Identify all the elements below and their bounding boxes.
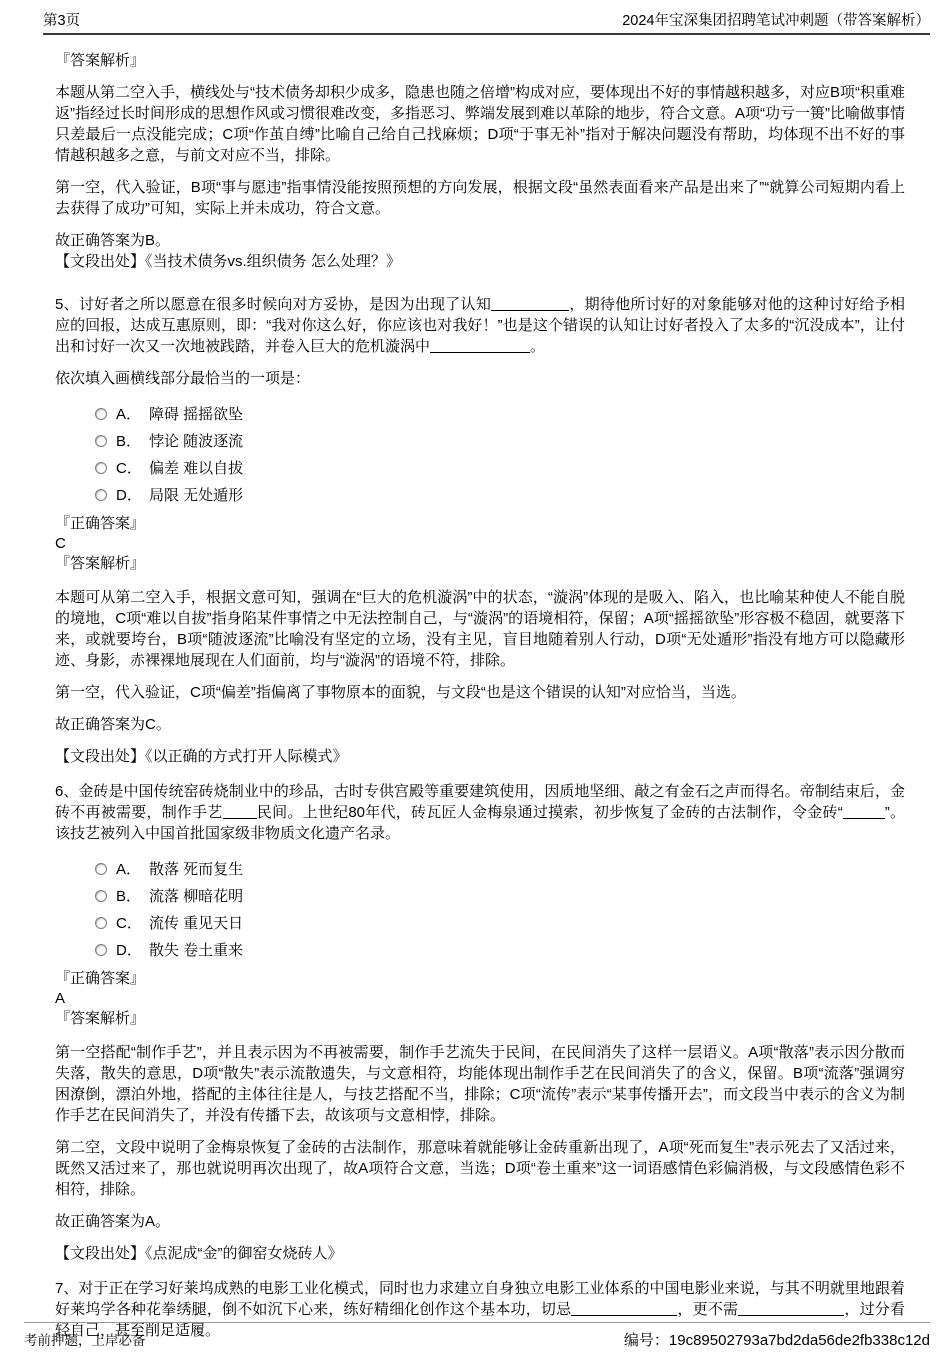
radio-button-icon[interactable] xyxy=(95,489,107,501)
option-text: 流传 重见天日 xyxy=(149,915,244,932)
option-row-b[interactable] xyxy=(95,882,905,909)
analysis-paragraph: 本题从第二空入手，横线处与“技术债务却积少成多，隐患也随之倍增”构成对应，要体现出不好的事情越积越多，对应B项“积重难返”指经过长时间形成的思想作风或习惯很难改变，多指恶习、弊端发展到难以革除的地步，符合文意。A项“功亏一篑”比喻做事情只差最后一点没能完成；C项“作茧自缚”比喻自己给自己找麻烦；D项“于事无补”指对于解决问题没有帮助，均体现不出不好的事情越积越多之意，与前文对应不当，排除。 xyxy=(55,84,905,164)
correct-answer-label: 『正确答案』 xyxy=(55,515,146,532)
option-letter: D． xyxy=(116,942,142,959)
correct-answer-value: C xyxy=(55,535,66,552)
question-5 xyxy=(55,294,905,767)
option-letter: A． xyxy=(116,861,142,878)
conclusion-text: 故正确答案为B。 xyxy=(55,232,171,249)
stem-text: ，过分看轻自己，甚至削足适履。 xyxy=(55,1301,905,1339)
question-6 xyxy=(55,781,905,1264)
option-text: 偏差 难以自拔 xyxy=(149,460,244,477)
doc-title: 2024年宝深集团招聘笔试冲刺题（带答案解析） xyxy=(622,13,930,29)
radio-button-icon[interactable] xyxy=(95,890,107,902)
stem-text: 5、讨好者之所以愿意在很多时候向对方妥协，是因为出现了认知 xyxy=(55,296,492,313)
option-row-c[interactable] xyxy=(95,454,905,481)
page-number: 第3页 xyxy=(43,13,81,29)
blank-line xyxy=(491,307,569,311)
option-text: 流落 柳暗花明 xyxy=(149,888,244,905)
analysis-label: 『答案解析』 xyxy=(55,555,146,572)
option-text: 散失 卷土重来 xyxy=(149,942,244,959)
source-text: 【文段出处】《当技术债务vs.组织债务 怎么处理？》 xyxy=(55,253,401,270)
analysis-label: 『答案解析』 xyxy=(55,52,146,69)
page-footer xyxy=(24,1322,930,1350)
correct-answer-value: A xyxy=(55,990,66,1007)
option-text: 散落 死而复生 xyxy=(149,861,244,878)
page-header xyxy=(43,13,930,35)
instruction-text: 依次填入画横线部分最恰当的一项是： xyxy=(55,370,311,387)
option-row-d[interactable] xyxy=(95,481,905,508)
option-letter: B． xyxy=(116,888,142,905)
analysis-paragraph: 第一空搭配“制作手艺”，并且表示因为不再被需要，制作手艺流失于民间，在民间消失了这样一层语义。A项“散落”表示因分散而失落，散失的意思，D项“散失”表示流散遗失，与文意相符，均能体现出制作手艺在民间消失了的含义，保留。B项“流落”强调穷困潦倒，漂泊外地，搭配的主体往往是人，与技艺搭配不当，排除；C项“流传”表示“某事传播开去”，而文段当中表示的含义为制作手艺在民间消失了，并没有传播下去，故该项与文意相悖，排除。 xyxy=(55,1044,905,1124)
option-letter: A． xyxy=(116,406,142,423)
option-text: 障碍 摇摇欲坠 xyxy=(149,406,244,423)
option-list xyxy=(55,400,905,508)
analysis-paragraph: 本题可从第二空入手，根据文意可知，强调在“巨大的危机漩涡”中的状态，“漩涡”体现的是吸入、陷入，也比喻某种使人不能自脱的境地，C项“难以自拔”指身陷某件事情之中无法控制自己，与“漩涡”的语境相符，保留；A项“摇摇欲坠”形容极不稳固，就要落下来，或就要垮台，B项“随波逐流”比喻没有坚定的立场，没有主见，盲目地随着别人行动，D项“无处遁形”指没有地方可以隐藏形迹、身影，赤裸裸地展现在人们面前，均与“漩涡”的语境不符，排除。 xyxy=(55,589,905,669)
stem-text: 。 xyxy=(530,338,546,355)
stem-text: 6、金砖是中国传统窑砖烧制业中的珍品，古时专供宫殿等重要建筑使用，因质地坚细、敲之有金石之声而得名。帝制结束后，金砖不再被需要，制作手艺 xyxy=(55,783,905,821)
radio-button-icon[interactable] xyxy=(95,944,107,956)
stem-text: ，期待他所讨好的对象能够对他的这种讨好给予相应的回报，达成互惠原则，即：“我对你这么好，你应该也对我好！”也是这个错误的认知让讨好者投入了太多的“沉没成本”，让付出和讨好一次又一次地被践踏，并卷入巨大的危机漩涡中 xyxy=(55,296,905,355)
radio-button-icon[interactable] xyxy=(95,863,107,875)
analysis-paragraph: 第一空，代入验证，B项“事与愿违”指事情没能按照预想的方向发展，根据文段“虽然表面看来产品是出来了”“就算公司短期内看上去获得了成功”可知，实际上并未成功，符合文意。 xyxy=(55,179,905,217)
analysis-paragraph: 第一空，代入验证，C项“偏差”指偏离了事物原本的面貌，与文段“也是这个错误的认知”对应恰当，当选。 xyxy=(55,684,746,701)
document-page xyxy=(0,13,950,1358)
option-letter: C． xyxy=(116,460,142,477)
doc-serial-number: 编号：19c89502793a7bd2da56de2fb338c12d xyxy=(623,1332,930,1349)
radio-button-icon[interactable] xyxy=(95,435,107,447)
option-row-a[interactable] xyxy=(95,400,905,427)
analysis-label: 『答案解析』 xyxy=(55,1010,146,1027)
blank-line xyxy=(430,349,530,353)
option-list xyxy=(55,855,905,963)
source-text: 【文段出处】《以正确的方式打开人际模式》 xyxy=(55,748,348,765)
question-stem xyxy=(55,781,905,844)
prev-question-analysis xyxy=(55,50,905,272)
option-text: 局限 无处遁形 xyxy=(149,487,244,504)
stem-text: ”。 该技艺被列入中国首批国家级非物质文化遗产名录。 xyxy=(55,804,905,842)
radio-button-icon[interactable] xyxy=(95,917,107,929)
blank-line xyxy=(738,1312,844,1316)
stem-text: 民间。上世纪80年代，砖瓦匠人金梅泉通过摸索，初步恢复了金砖的古法制作，令金砖“ xyxy=(256,804,843,821)
option-row-a[interactable] xyxy=(95,855,905,882)
question-stem xyxy=(55,294,905,357)
option-row-c[interactable] xyxy=(95,909,905,936)
radio-button-icon[interactable] xyxy=(95,462,107,474)
option-letter: C． xyxy=(116,915,142,932)
blank-line xyxy=(571,1312,677,1316)
option-letter: D． xyxy=(116,487,142,504)
blank-line xyxy=(223,815,257,819)
correct-answer-label: 『正确答案』 xyxy=(55,970,146,987)
option-row-d[interactable] xyxy=(95,936,905,963)
analysis-paragraph: 第二空，文段中说明了金梅泉恢复了金砖的古法制作，那意味着就能够让金砖重新出现了，A项“死而复生”表示死去了又活过来，既然又活过来了，那也就说明再次出现了，故A项符合文意，当选；D项“卷土重来”这一词语感情色彩偏消极，与文段感情色彩不相符，排除。 xyxy=(55,1139,905,1198)
stem-text: ，更不需 xyxy=(677,1301,739,1318)
page-content xyxy=(0,35,950,1341)
blank-line xyxy=(843,815,885,819)
conclusion-text: 故正确答案为A。 xyxy=(55,1213,171,1230)
option-row-b[interactable] xyxy=(95,427,905,454)
footer-slogan: 考前押题，上岸必备 xyxy=(24,1333,146,1348)
stem-text: 7、对于正在学习好莱坞成熟的电影工业化模式，同时也力求建立自身独立电影工业体系的中国电影业来说，与其不明就里地跟着好莱坞学各种花拳绣腿，倒不如沉下心来，练好精细化创作这个基本功，切忌 xyxy=(55,1280,905,1318)
source-text: 【文段出处】《点泥成“金”的御窑女烧砖人》 xyxy=(55,1245,343,1262)
conclusion-text: 故正确答案为C。 xyxy=(55,716,171,733)
radio-button-icon[interactable] xyxy=(95,408,107,420)
option-letter: B． xyxy=(116,433,142,450)
option-text: 悖论 随波逐流 xyxy=(149,433,244,450)
